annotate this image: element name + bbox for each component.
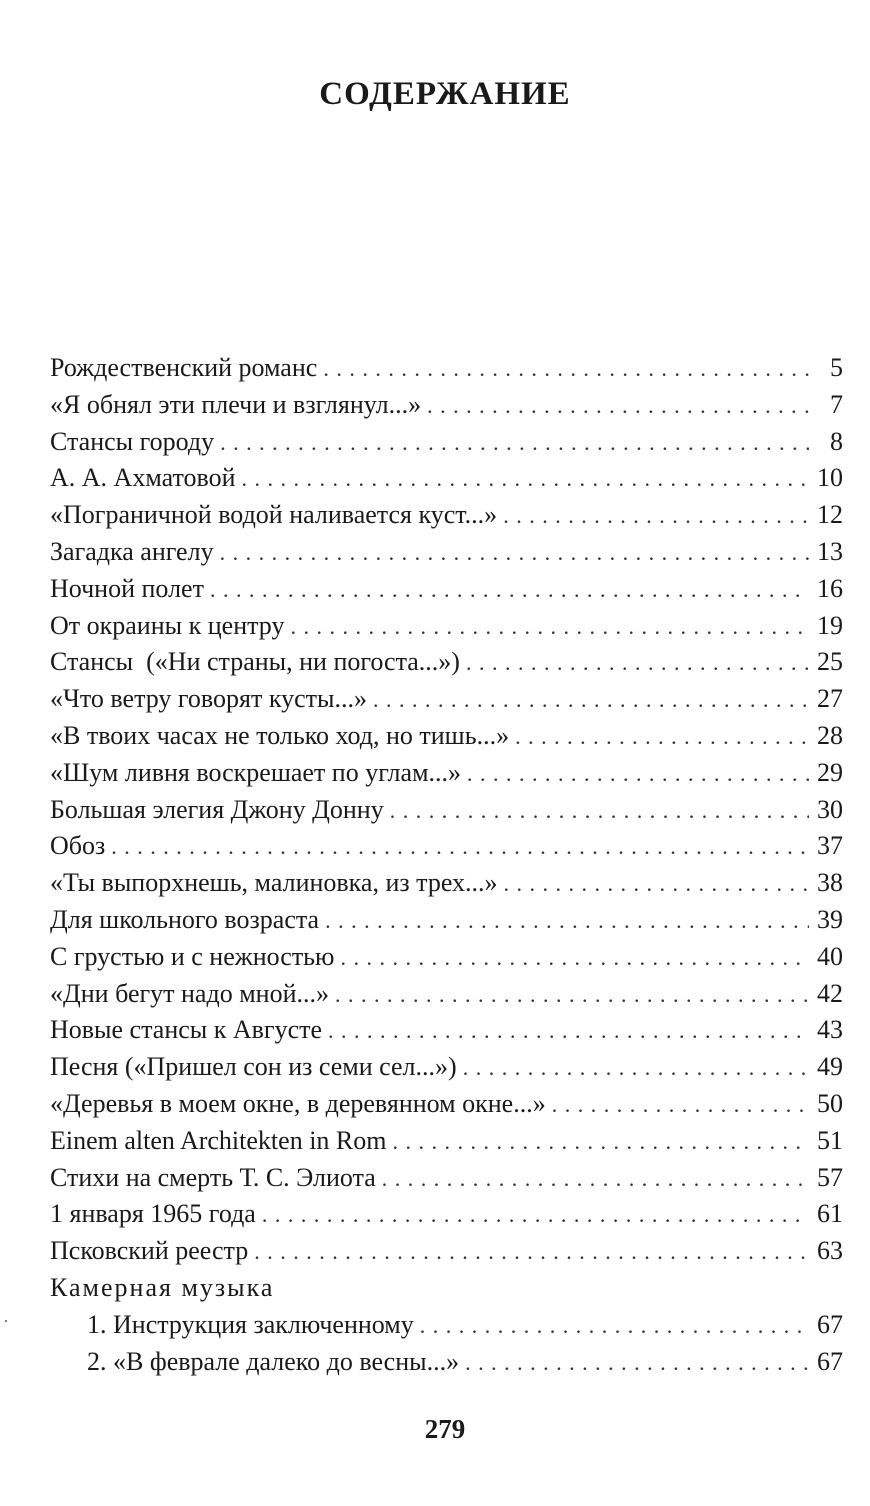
- dot-leader: [111, 834, 809, 860]
- toc-entry-page: 27: [817, 684, 843, 714]
- toc-entry: [50, 390, 843, 427]
- toc-entry: [50, 500, 843, 537]
- toc-subentry: [50, 1310, 843, 1347]
- toc-entry-title: Стансы городу: [50, 426, 215, 456]
- page-title: СОДЕРЖАНИЕ: [319, 76, 571, 112]
- toc-entry-title: От окраины к центру: [50, 610, 285, 640]
- toc-entry: [50, 831, 843, 868]
- toc-entry: [50, 537, 843, 574]
- toc-entry-title: Рождественский романс: [50, 353, 318, 382]
- toc-entry: [50, 795, 843, 832]
- dot-leader: [340, 945, 809, 971]
- dot-leader: [254, 1239, 809, 1265]
- toc-entry-page: 8: [830, 426, 843, 456]
- toc-entry: [50, 353, 843, 390]
- toc-entry-page: 67: [817, 1346, 843, 1376]
- toc-entry-page: 5: [830, 353, 843, 382]
- dot-leader: [220, 540, 809, 566]
- toc-entry-title: Новые стансы к Августе: [50, 1015, 323, 1045]
- dot-leader: [220, 430, 809, 456]
- toc-entry: [50, 574, 843, 611]
- dot-leader: [504, 871, 809, 897]
- toc-entry-page: 16: [817, 573, 843, 603]
- toc-entry-title: Для школьного возраста: [50, 904, 320, 934]
- toc-entry-title: Обоз: [50, 831, 106, 861]
- toc-entry-page: 29: [817, 757, 843, 787]
- toc-entry-title: «Пограничной водой наливается куст...»: [50, 500, 498, 530]
- toc-entry-title: «Дни бегут надо мной...»: [50, 978, 329, 1008]
- toc-entry-title: А. А. Ахматовой: [50, 463, 236, 493]
- toc-entry-page: 61: [817, 1199, 843, 1229]
- toc-entry: [50, 905, 843, 942]
- dot-leader: [427, 393, 809, 419]
- dot-leader: [466, 650, 809, 676]
- dot-leader: [463, 1055, 809, 1081]
- toc-entry: [50, 942, 843, 979]
- toc-entry-title: С грустью и с нежностью: [50, 941, 335, 971]
- toc-entry-title: «Что ветру говорят кусты...»: [50, 684, 367, 714]
- page-number: 279: [424, 1414, 466, 1444]
- toc-entry: [50, 1163, 843, 1200]
- dot-leader: [467, 761, 809, 787]
- toc-entry-page: 25: [817, 647, 843, 677]
- dot-leader: [503, 503, 809, 529]
- table-of-contents: [50, 353, 843, 1383]
- toc-entry-page: 39: [817, 904, 843, 934]
- toc-entry: [50, 1015, 843, 1052]
- toc-entry-title: «Ты выпорхнешь, малиновка, из трех...»: [50, 868, 498, 898]
- toc-entry-title: «Я обнял эти плечи и взглянул...»: [50, 389, 422, 419]
- dot-leader: [552, 1092, 809, 1118]
- toc-entry-title: 1. Инструкция заключенному: [87, 1309, 414, 1339]
- toc-entry-page: 49: [817, 1052, 843, 1082]
- toc-entry-title: Загадка ангелу: [50, 536, 214, 566]
- toc-entry-title: Псковский реестр: [50, 1236, 249, 1266]
- dot-leader: [242, 466, 809, 492]
- toc-entry: [50, 647, 843, 684]
- dot-leader: [325, 908, 809, 934]
- dot-leader: [465, 1350, 809, 1376]
- toc-entry-page: 37: [817, 831, 843, 861]
- toc-entry-title: Стансы («Ни страны, ни погоста...»): [50, 647, 460, 677]
- toc-entry: [50, 1236, 843, 1273]
- toc-entry-page: 63: [817, 1236, 843, 1266]
- dot-leader: [335, 982, 809, 1008]
- toc-section-heading: Камерная музыка: [50, 1272, 275, 1302]
- toc-entry-page: 40: [817, 941, 843, 971]
- dot-leader: [515, 724, 809, 750]
- toc-entry-page: 51: [817, 1125, 843, 1155]
- toc-entry-page: 42: [817, 978, 843, 1008]
- toc-entry: [50, 1052, 843, 1089]
- toc-entry: [50, 979, 843, 1016]
- toc-entry-page: 12: [817, 500, 843, 530]
- toc-entry-page: 57: [817, 1162, 843, 1192]
- toc-entry-title: Большая элегия Джону Донну: [50, 794, 384, 824]
- toc-entry-title: «Шум ливня воскрешает по углам...»: [50, 757, 462, 787]
- toc-entry: [50, 868, 843, 905]
- toc-entry-title: Песня («Пришел сон из семи сел...»): [50, 1052, 457, 1082]
- dot-leader: [390, 798, 809, 824]
- dot-leader: [373, 687, 809, 713]
- toc-entry-page: 28: [817, 720, 843, 750]
- toc-entry-page: 13: [817, 536, 843, 566]
- toc-entry-page: 30: [817, 794, 843, 824]
- dot-leader: [290, 614, 809, 640]
- toc-entry-page: 43: [817, 1015, 843, 1045]
- toc-entry: [50, 1089, 843, 1126]
- toc-entry-page: 38: [817, 868, 843, 898]
- toc-entry-title: Стихи на смерть Т. С. Элиота: [50, 1162, 376, 1192]
- dot-leader: [420, 1313, 809, 1339]
- toc-entry-title: «В твоих часах не только ход, но тишь...»: [50, 720, 510, 750]
- toc-entry-page: 67: [817, 1309, 843, 1339]
- toc-entry-title: Ночной полет: [50, 573, 204, 603]
- toc-entry-title: 1 января 1965 года: [50, 1199, 256, 1229]
- toc-entry-page: 50: [817, 1088, 843, 1118]
- dot-leader: [392, 1129, 809, 1155]
- dot-leader: [210, 577, 809, 603]
- toc-entry: [50, 721, 843, 758]
- toc-entry: [50, 611, 843, 648]
- toc-entry: [50, 758, 843, 795]
- toc-entry: [50, 463, 843, 500]
- toc-subentry: [50, 1347, 843, 1384]
- dot-leader: [262, 1202, 809, 1228]
- toc-entry: [50, 427, 843, 464]
- toc-entry: [50, 1126, 843, 1163]
- toc-entry-page: 7: [830, 389, 843, 419]
- dot-leader: [382, 1166, 809, 1192]
- toc-entry: [50, 684, 843, 721]
- toc-entry-title: «Деревья в моем окне, в деревянном окне...»: [50, 1088, 546, 1118]
- dot-leader: [323, 356, 809, 382]
- dot-leader: [328, 1018, 809, 1044]
- toc-entry: [50, 1199, 843, 1236]
- toc-entry-title: Einem alten Architekten in Rom: [50, 1125, 387, 1155]
- print-speck: [5, 1320, 7, 1322]
- toc-entry-page: 10: [817, 463, 843, 493]
- toc-entry-title: 2. «В феврале далеко до весны...»: [87, 1346, 460, 1376]
- toc-entry-page: 19: [817, 610, 843, 640]
